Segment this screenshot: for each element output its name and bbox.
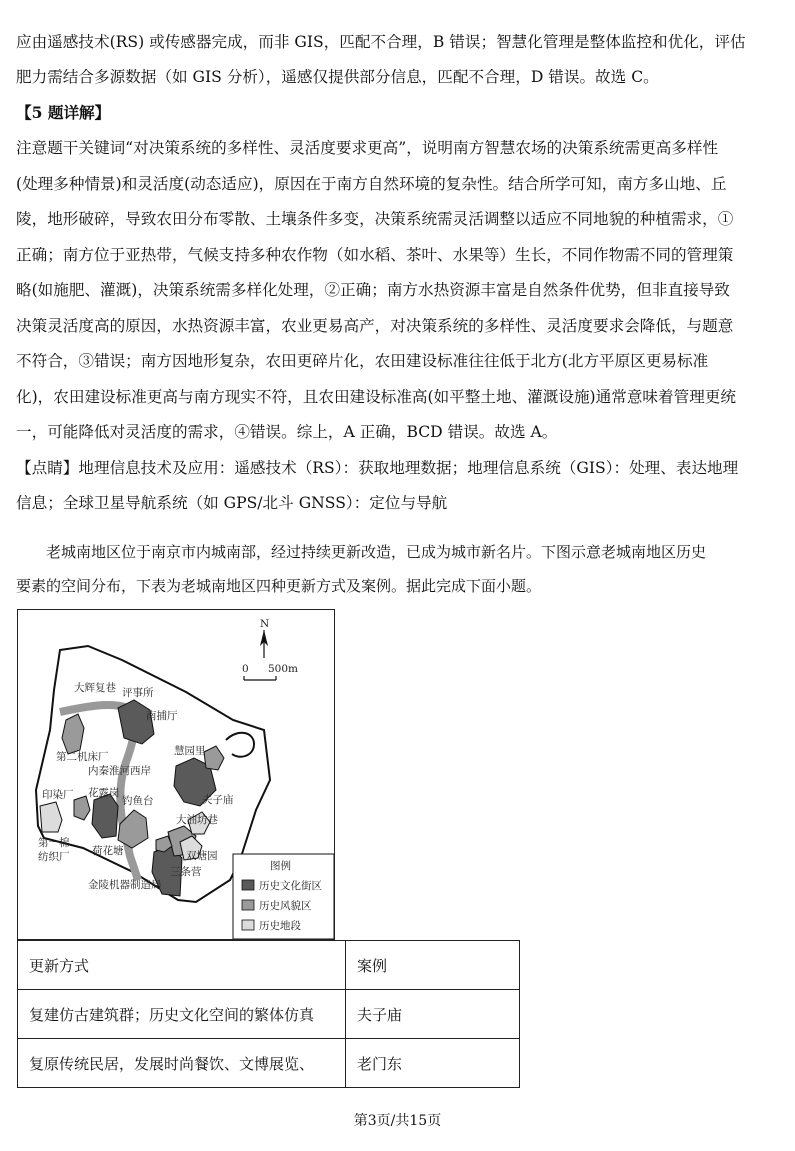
map-label-diaoyu: 钓鱼台 <box>122 795 154 807</box>
intro-line: 要素的空间分布，下表为老城南地区四种更新方式及案例。据此完成下面小题。 <box>16 577 542 595</box>
table-row <box>18 990 520 1039</box>
map-label-erjichuang: 第二机床厂 <box>56 751 109 763</box>
table-header-cell: 更新方式 <box>18 941 346 990</box>
section-heading: 【5 题详解】 <box>16 103 111 122</box>
text-line: 注意题干关键词“对决策系统的多样性、灵活度要求更高”，说明南方智慧农场的决策系统需更高多样性 <box>16 139 719 157</box>
map-label-dayoufang: 大油坊巷 <box>176 814 218 826</box>
svg-text:500m: 500m <box>268 663 298 675</box>
map-label-diyimian-2: 纺织厂 <box>38 851 70 863</box>
scale-bar <box>242 663 298 680</box>
historic-elements-map <box>17 609 335 940</box>
map-label-dahui: 大辉复巷 <box>74 682 116 694</box>
map-label-shuangtang: 双塘园 <box>186 850 218 862</box>
map-label-fuzimiao: 夫子庙 <box>202 794 234 806</box>
text-line: 陵，地形破碎，导致农田分布零散、土壤条件多变，决策系统需灵活调整以适应不同地貌的种植需求，① <box>16 210 734 228</box>
text-line: 略(如施肥、灌溉)，决策系统需多样化处理，②正确；南方水热资源丰富是自然条件优势，但非直接导致 <box>16 281 730 299</box>
table-header-cell: 案例 <box>346 941 520 990</box>
map-legend <box>233 854 334 939</box>
text-line: 不符合，③错误；南方因地形复杂，农田更碎片化，农田建设标准往往低于北方(北方平原区更易标准 <box>16 352 709 370</box>
svg-text:N: N <box>260 618 270 630</box>
map-label-yinran: 印染厂 <box>42 789 74 801</box>
text-line: 肥力需结合多源数据（如 GIS 分析），遥感仅提供部分信息，匹配不合理，D 错误。故选 C。 <box>16 68 659 86</box>
text-line: 决策灵活度高的原因，水热资源丰富，农业更易高产，对决策系统的多样性、灵活度要求会降低，与题意 <box>16 317 734 335</box>
table-row <box>18 1039 520 1088</box>
map-label-hualu: 花露岗 <box>88 787 120 799</box>
legend-title: 图例 <box>270 860 291 872</box>
map-label-santiao: 三条营 <box>170 866 202 878</box>
table-cell: 老门东 <box>346 1039 520 1088</box>
text-line: 正确；南方位于亚热带，气候支持多种农作物（如水稻、茶叶、水果等）生长，不同作物需不同的管理策 <box>16 246 734 264</box>
table-cell: 复建仿古建筑群；历史文化空间的繁体仿真 <box>18 990 346 1039</box>
svg-text:0: 0 <box>242 663 249 675</box>
text-line: 应由遥感技术(RS) 或传感器完成，而非 GIS，匹配不合理，B 错误；智慧化管理是整体监控和优化，评估 <box>16 33 746 51</box>
map-label-diyimian-1: 第一棉 <box>38 837 70 849</box>
map-label-neiqinhuai: 内秦淮河西岸 <box>88 765 151 777</box>
text-line: 化)，农田建设标准更高与南方现实不符，且农田建设标准高(如平整土地、灌溉设施)通常意味着管理更统 <box>16 388 736 406</box>
intro-line: 老城南地区位于南京市内城南部，经过持续更新改造，已成为城市新名片。下图示意老城南地区历史 <box>16 543 707 561</box>
north-arrow-icon <box>260 618 269 658</box>
legend-item: 历史文化街区 <box>259 880 322 892</box>
tip-line: 信息；全球卫星导航系统（如 GPS/北斗 GNSS）：定位与导航 <box>16 494 448 512</box>
map-label-hehua: 荷花塘 <box>92 845 124 857</box>
map-label-huiyuan: 慧园里 <box>174 745 206 757</box>
legend-item: 历史地段 <box>259 920 301 932</box>
table-cell: 夫子庙 <box>346 990 520 1039</box>
table-cell: 复原传统民居，发展时尚餐饮、文博展览、 <box>18 1039 346 1088</box>
page-footer: 第3页/共15页 <box>353 1113 442 1129</box>
map-label-nanbu: 南捕厅 <box>146 710 178 722</box>
table-header-row <box>18 941 520 990</box>
text-line: (处理多种情景)和灵活度(动态适应)，原因在于南方自然环境的复杂性。结合所学可知，南方多山地、丘 <box>16 175 727 193</box>
legend-item: 历史风貌区 <box>259 900 312 912</box>
renewal-table <box>17 940 520 1088</box>
map-label-pingshi: 评事所 <box>122 687 154 699</box>
tip-line: 【点睛】地理信息技术及应用：遥感技术（RS）：获取地理数据；地理信息系统（GIS）：处理、表达地理 <box>16 459 739 477</box>
text-line: 一，可能降低对灵活度的需求，④错误。综上，A 正确，BCD 错误。故选 A。 <box>16 423 558 441</box>
map-label-jinling: 金陵机器制造局 <box>88 879 162 891</box>
